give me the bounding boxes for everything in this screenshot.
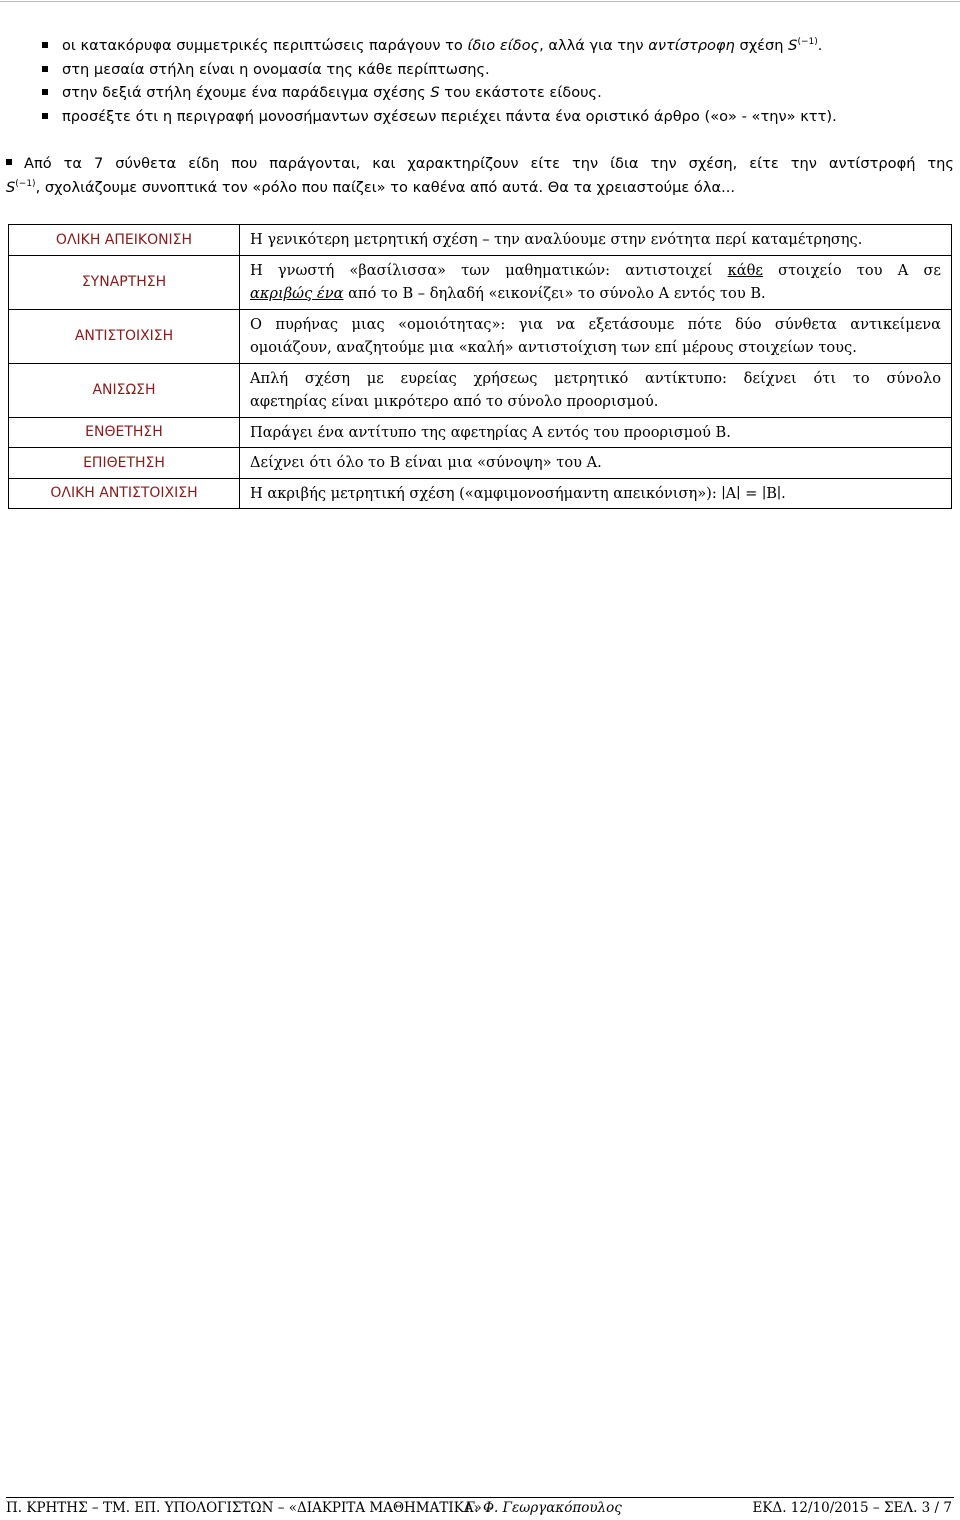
table-row [9, 309, 952, 363]
description-cell: Η ακριβής μετρητική σχέση («αμφιμονοσήμαντη απεικόνιση»): ∣Α∣ = ∣Β∣. [240, 478, 952, 509]
footer-page-info: ΕΚΔ. 12/10/2015 – ΣΕΛ. 3 / 7 [752, 1500, 952, 1516]
square-bullet-icon [6, 159, 12, 165]
bullet-item: στην δεξιά στήλη έχουμε ένα παράδειγμα σχέσης S του εκάστοτε είδους. [40, 81, 940, 105]
footer-course: Π. ΚΡΗΤΗΣ – ΤΜ. ΕΠ. ΥΠΟΛΟΓΙΣΤΩΝ – «ΔΙΑΚΡΙΤΑ ΜΑΘΗΜΑΤΙΚΑ» – [6, 1500, 493, 1516]
bullet-item: οι κατακόρυφα συμμετρικές περιπτώσεις παράγουν το ίδιο είδος, αλλά για την αντίστροφη σχέση $S^{(-1)}$. [40, 34, 940, 58]
square-bullet-icon [42, 42, 48, 48]
kind-cell: ΣΥΝΑΡΤΗΣΗ [9, 255, 240, 309]
kind-cell: ΑΝΤΙΣΤΟΙΧΙΣΗ [9, 309, 240, 363]
square-bullet-icon [42, 113, 48, 119]
description-cell: Η γνωστή «βασίλισσα» των μαθηματικών: αντιστοιχεί κάθε στοιχείο του Α σε ακριβώς ένα από το Β – δηλαδή «εικονίζει» το σύνολο Α εντός του Β. [240, 255, 952, 309]
kind-cell: ΟΛΙΚΗ ΑΠΕΙΚΟΝΙΣΗ [9, 225, 240, 256]
table-row [9, 448, 952, 479]
kind-cell: ΕΠΙΘΕΤΗΣΗ [9, 448, 240, 479]
bullet-list [40, 34, 940, 128]
description-cell: Απλή σχέση με ευρείας χρήσεως μετρητικό αντίκτυπο: δείχνει ότι το σύνολο αφετηρίας είναι μικρότερο από το σύνολο προορισμού. [240, 363, 952, 417]
kind-cell: ΟΛΙΚΗ ΑΝΤΙΣΤΟΙΧΙΣΗ [9, 478, 240, 509]
bullet-item: προσέξτε ότι η περιγραφή μονοσήμαντων σχέσεων περιέχει πάντα ένα οριστικό άρθρο («ο» - «την» κττ). [40, 105, 940, 129]
table-row [9, 478, 952, 509]
description-cell: Δείχνει ότι όλο το Β είναι μια «σύνοψη» του Α. [240, 448, 952, 479]
table-row [9, 417, 952, 448]
table-row [9, 255, 952, 309]
relation-types-table [8, 224, 952, 509]
kind-cell: ΑΝΙΣΩΣΗ [9, 363, 240, 417]
description-cell: Παράγει ένα αντίτυπο της αφετηρίας Α εντός του προορισμού Β. [240, 417, 952, 448]
footer-author: Γ. Φ. Γεωργακόπουλος [465, 1500, 622, 1516]
intro-paragraph: Από τα 7 σύνθετα είδη που παράγονται, και χαρακτηρίζουν είτε την ίδια την σχέση, είτε την αντίστροφή της $S^{(-1)}$, σχολιάζουμε συνοπτικά τον «ρόλο που παίζει» το καθένα από αυτά. Θα τα χρειαστούμε όλα... [6, 155, 954, 196]
table-row [9, 225, 952, 256]
top-rule [0, 1, 960, 2]
description-cell: Ο πυρήνας μιας «ομοιότητας»: για να εξετάσουμε πότε δύο σύνθετα αντικείμενα ομοιάζουν, αναζητούμε μια «καλή» αντιστοίχιση των επί μέρους στοιχείων τους. [240, 309, 952, 363]
page-footer [6, 1497, 954, 1520]
bullet-item: στη μεσαία στήλη είναι η ονομασία της κάθε περίπτωσης. [40, 58, 940, 82]
table-row [9, 363, 952, 417]
square-bullet-icon [42, 66, 48, 72]
square-bullet-icon [42, 89, 48, 95]
description-cell: Η γενικότερη μετρητική σχέση – την αναλύουμε στην ενότητα περί καταμέτρησης. [240, 225, 952, 256]
kind-cell: ΕΝΘΕΤΗΣΗ [9, 417, 240, 448]
